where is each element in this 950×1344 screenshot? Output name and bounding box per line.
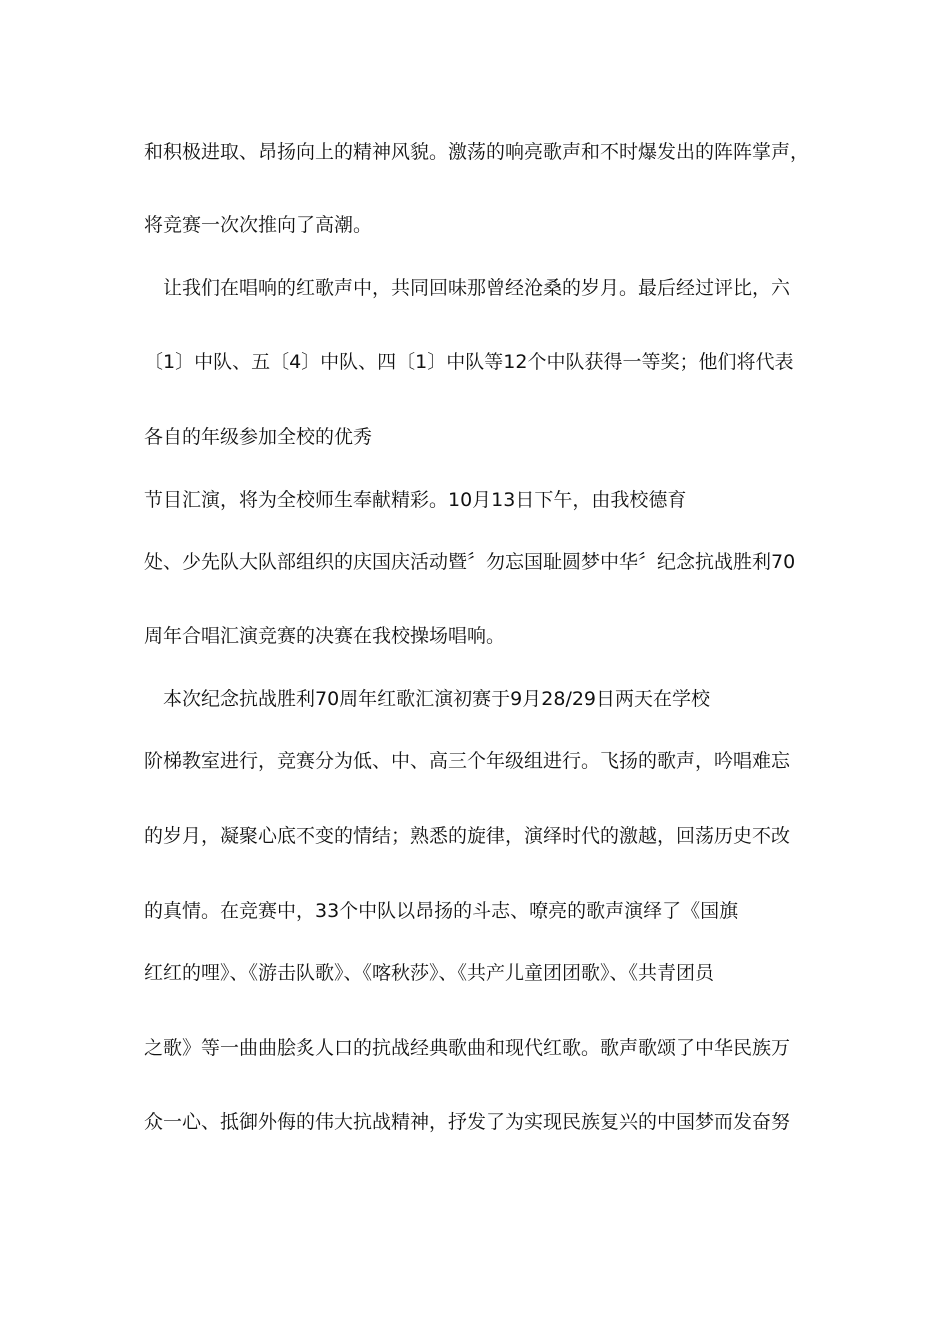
text-line: 将竞赛一次次推向了高潮。 [144, 214, 373, 236]
text-line: 处、少先队大队部组织的庆国庆活动暨〞勿忘国耻圆梦中华〞纪念抗战胜利70 [144, 551, 796, 573]
text-line: 本次纪念抗战胜利70周年红歌汇演初赛于9月28/29日两天在学校 [163, 688, 711, 710]
text-line: 的真情。在竞赛中，33个中队以昂扬的斗志、嘹亮的歌声演绎了《国旗 [144, 900, 739, 922]
text-line: 阶梯教室进行，竞赛分为低、中、高三个年级组进行。飞扬的歌声，吟唱难忘 [144, 750, 791, 772]
text-line: 节目汇演，将为全校师生奉献精彩。10月13日下午，由我校德育 [144, 489, 687, 511]
text-line: 〔1〕中队、五〔4〕中队、四〔1〕中队等12个中队获得一等奖；他们将代表 [144, 351, 794, 373]
text-line: 周年合唱汇演竞赛的决赛在我校操场唱响。 [144, 625, 506, 647]
text-line: 众一心、抵御外侮的伟大抗战精神，抒发了为实现民族复兴的中国梦而发奋努 [144, 1111, 791, 1133]
text-line: 之歌》等一曲曲脍炙人口的抗战经典歌曲和现代红歌。歌声歌颂了中华民族万 [144, 1037, 791, 1059]
text-line: 各自的年级参加全校的优秀 [144, 426, 373, 448]
text-line: 红红的哩》、《游击队歌》、《喀秋莎》、《共产儿童团团歌》、《共青团员 [144, 962, 715, 984]
text-line: 和积极进取、昂扬向上的精神风貌。激荡的响亮歌声和不时爆发出的阵阵掌声， [144, 141, 810, 163]
text-line: 让我们在唱响的红歌声中，共同回味那曾经沧桑的岁月。最后经过评比，六 [163, 277, 791, 299]
text-line: 的岁月，凝聚心底不变的情结；熟悉的旋律，演绎时代的激越，回荡历史不改 [144, 825, 791, 847]
